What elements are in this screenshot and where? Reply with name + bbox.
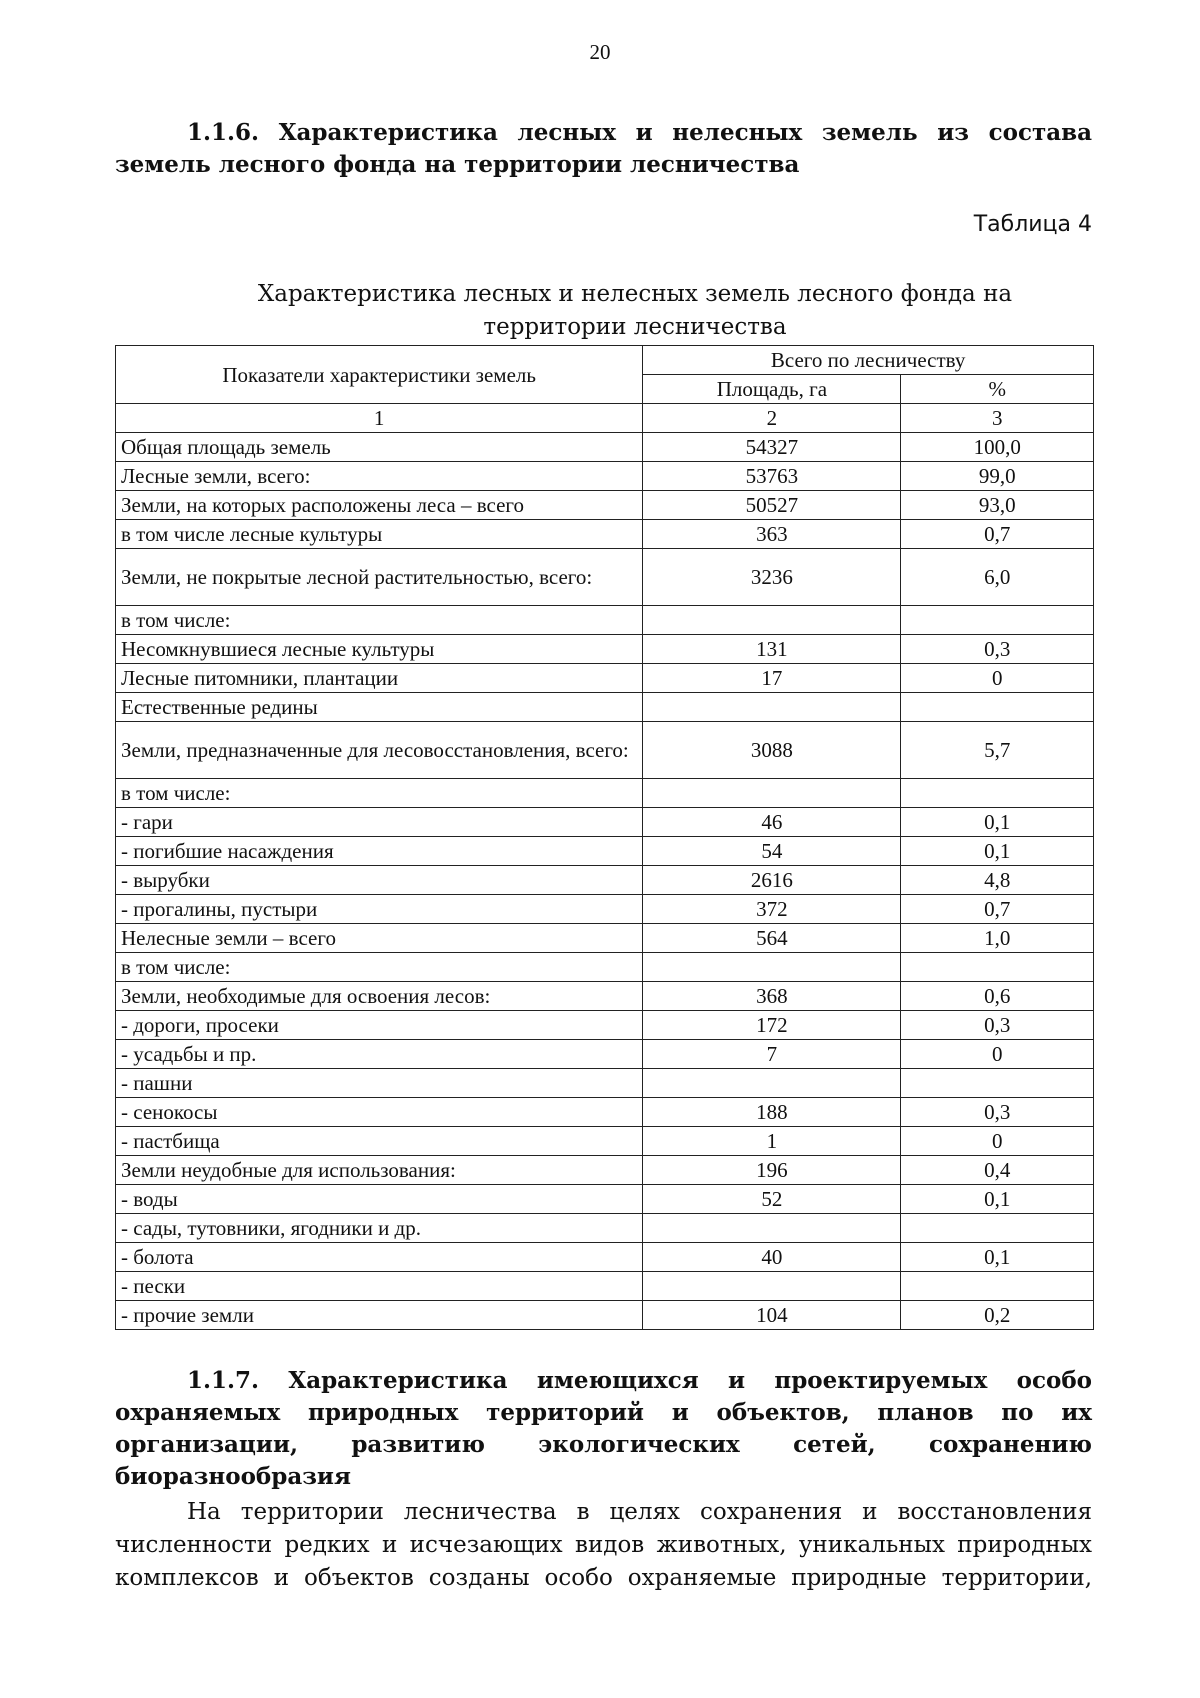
table-row	[116, 693, 1094, 722]
row-percent: 0,7	[901, 895, 1094, 924]
row-label: Земли, предназначенные для лесовосстановления, всего:	[116, 722, 643, 779]
row-area: 131	[643, 635, 901, 664]
row-percent: 0,3	[901, 635, 1094, 664]
row-percent	[901, 606, 1094, 635]
row-percent	[901, 693, 1094, 722]
row-label: - прогалины, пустыри	[116, 895, 643, 924]
table-row	[116, 779, 1094, 808]
header-area: Площадь, га	[643, 375, 901, 404]
table-row	[116, 837, 1094, 866]
row-area	[643, 693, 901, 722]
row-percent: 0,1	[901, 808, 1094, 837]
row-label: Нелесные земли – всего	[116, 924, 643, 953]
row-percent: 100,0	[901, 433, 1094, 462]
row-percent: 0,6	[901, 982, 1094, 1011]
row-area: 1	[643, 1127, 901, 1156]
row-percent	[901, 1069, 1094, 1098]
table-row	[116, 1301, 1094, 1330]
row-area	[643, 779, 901, 808]
table-row	[116, 808, 1094, 837]
row-percent: 0,2	[901, 1301, 1094, 1330]
row-percent: 4,8	[901, 866, 1094, 895]
row-label: - пески	[116, 1272, 643, 1301]
row-label: - прочие земли	[116, 1301, 643, 1330]
row-label: - погибшие насаждения	[116, 837, 643, 866]
row-area: 188	[643, 1098, 901, 1127]
table-row	[116, 1243, 1094, 1272]
table-row	[116, 462, 1094, 491]
header-percent: %	[901, 375, 1094, 404]
row-label: - пашни	[116, 1069, 643, 1098]
row-label: Земли, на которых расположены леса – всего	[116, 491, 643, 520]
row-percent: 0	[901, 1127, 1094, 1156]
table-row	[116, 866, 1094, 895]
row-label: - гари	[116, 808, 643, 837]
row-percent	[901, 1214, 1094, 1243]
row-percent: 0,4	[901, 1156, 1094, 1185]
table-row	[116, 1040, 1094, 1069]
section-heading-1-1-6	[115, 117, 1092, 181]
table-row	[116, 520, 1094, 549]
row-percent: 0	[901, 664, 1094, 693]
row-area: 372	[643, 895, 901, 924]
row-percent: 0,1	[901, 1185, 1094, 1214]
table-label: Таблица 4	[973, 212, 1092, 237]
table-row	[116, 924, 1094, 953]
row-area	[643, 1069, 901, 1098]
row-area: 50527	[643, 491, 901, 520]
row-area: 104	[643, 1301, 901, 1330]
row-label: - сенокосы	[116, 1098, 643, 1127]
row-label: - вырубки	[116, 866, 643, 895]
table-row	[116, 1156, 1094, 1185]
row-label: в том числе:	[116, 953, 643, 982]
table-body	[116, 433, 1094, 1330]
row-area	[643, 1214, 901, 1243]
table-row	[116, 895, 1094, 924]
row-percent: 99,0	[901, 462, 1094, 491]
row-area: 40	[643, 1243, 901, 1272]
row-label: Лесные питомники, плантации	[116, 664, 643, 693]
table-row	[116, 722, 1094, 779]
table-row	[116, 664, 1094, 693]
body-paragraph	[115, 1496, 1092, 1595]
row-label: - воды	[116, 1185, 643, 1214]
row-percent: 0	[901, 1040, 1094, 1069]
row-area	[643, 606, 901, 635]
row-label: Естественные редины	[116, 693, 643, 722]
row-area: 172	[643, 1011, 901, 1040]
header-indicator: Показатели характеристики земель	[116, 346, 643, 404]
row-percent: 93,0	[901, 491, 1094, 520]
row-label: - сады, тутовники, ягодники и др.	[116, 1214, 643, 1243]
row-area: 17	[643, 664, 901, 693]
row-label: Земли неудобные для использования:	[116, 1156, 643, 1185]
section-title: Характеристика лесных и нелесных земель из состава земель лесного фонда на территории лесничества	[115, 119, 1092, 178]
table-row	[116, 1185, 1094, 1214]
table-row	[116, 1127, 1094, 1156]
row-percent	[901, 779, 1094, 808]
table-row	[116, 433, 1094, 462]
row-area: 53763	[643, 462, 901, 491]
row-label: Общая площадь земель	[116, 433, 643, 462]
row-label: - усадьбы и пр.	[116, 1040, 643, 1069]
row-label: Земли, необходимые для освоения лесов:	[116, 982, 643, 1011]
page-number: 20	[589, 40, 611, 64]
section-heading-1-1-7	[115, 1365, 1092, 1493]
row-label: в том числе:	[116, 779, 643, 808]
row-area: 54	[643, 837, 901, 866]
row-percent: 0,1	[901, 1243, 1094, 1272]
row-label: - болота	[116, 1243, 643, 1272]
row-label: - пастбища	[116, 1127, 643, 1156]
row-percent: 1,0	[901, 924, 1094, 953]
table-caption: Характеристика лесных и нелесных земель лесного фонда на территории лесничества	[257, 281, 1013, 340]
header-group: Всего по лесничеству	[643, 346, 1094, 375]
row-percent	[901, 1272, 1094, 1301]
row-area: 7	[643, 1040, 901, 1069]
row-area: 52	[643, 1185, 901, 1214]
row-area	[643, 953, 901, 982]
row-percent: 0,1	[901, 837, 1094, 866]
row-label: Несомкнувшиеся лесные культуры	[116, 635, 643, 664]
section-number: 1.1.6.	[187, 119, 260, 146]
row-label: Земли, не покрытые лесной растительностью, всего:	[116, 549, 643, 606]
row-area	[643, 1272, 901, 1301]
column-number: 2	[643, 404, 901, 433]
row-area: 46	[643, 808, 901, 837]
table-row	[116, 1069, 1094, 1098]
table-row	[116, 606, 1094, 635]
row-percent: 6,0	[901, 549, 1094, 606]
row-label: в том числе:	[116, 606, 643, 635]
row-area: 3088	[643, 722, 901, 779]
column-number: 3	[901, 404, 1094, 433]
row-area: 564	[643, 924, 901, 953]
row-label: - дороги, просеки	[116, 1011, 643, 1040]
row-label: в том числе лесные культуры	[116, 520, 643, 549]
section-number: 1.1.7.	[187, 1367, 260, 1394]
table-row	[116, 1098, 1094, 1127]
row-percent: 0,3	[901, 1098, 1094, 1127]
table-row	[116, 982, 1094, 1011]
row-area: 196	[643, 1156, 901, 1185]
table-row	[116, 549, 1094, 606]
row-percent: 0,7	[901, 520, 1094, 549]
row-percent: 0,3	[901, 1011, 1094, 1040]
row-percent	[901, 953, 1094, 982]
column-number: 1	[116, 404, 643, 433]
row-area: 2616	[643, 866, 901, 895]
table-row	[116, 1214, 1094, 1243]
row-area: 54327	[643, 433, 901, 462]
table-row	[116, 491, 1094, 520]
row-percent: 5,7	[901, 722, 1094, 779]
row-area: 368	[643, 982, 901, 1011]
table-row	[116, 1011, 1094, 1040]
table-row	[116, 1272, 1094, 1301]
row-area: 363	[643, 520, 901, 549]
land-characteristics-table	[115, 345, 1094, 1330]
table-row	[116, 953, 1094, 982]
section-title: Характеристика имеющихся и проектируемых особо охраняемых природных территорий и объектов, планов по их организации, развитию экологических сетей, сохранению биоразнообразия	[115, 1367, 1093, 1490]
row-area: 3236	[643, 549, 901, 606]
table-row	[116, 635, 1094, 664]
paragraph-text: На территории лесничества в целях сохранения и восстановления численности редких и исчезающих видов животных, уникальных природных комплексов и объектов созданы особо охраняемые природные территории,	[115, 1499, 1092, 1591]
row-label: Лесные земли, всего:	[116, 462, 643, 491]
